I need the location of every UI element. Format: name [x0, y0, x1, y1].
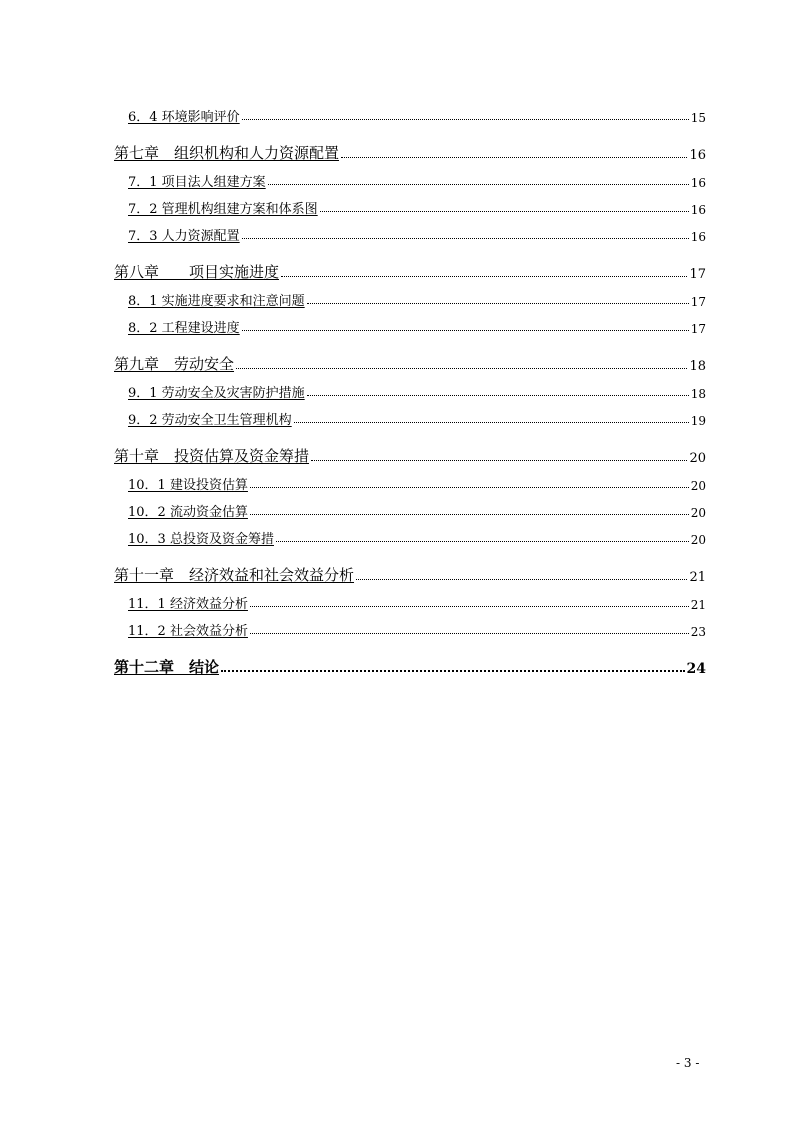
toc-chapter[interactable] [114, 547, 706, 585]
toc-chapter-label: 第九章 劳动安全 [114, 355, 235, 373]
toc-entry-page: 20 [690, 506, 706, 520]
toc-chapter-page: 21 [689, 570, 706, 585]
toc-entry-page: 20 [690, 479, 706, 493]
toc-entry-page: 16 [690, 230, 706, 244]
toc-chapter-label: 第八章 项目实施进度 [114, 263, 280, 281]
dot-leader [276, 541, 689, 542]
toc-entry-label: 7．2 管理机构组建方案和体系图 [128, 202, 318, 217]
toc-entry-page: 20 [690, 533, 706, 547]
dot-leader [268, 184, 689, 185]
toc-entry[interactable] [114, 493, 706, 520]
toc-chapter[interactable] [114, 125, 706, 163]
toc-entry-page: 17 [690, 322, 706, 336]
toc-entry-label: 7．3 人力资源配置 [128, 229, 240, 244]
toc-entry[interactable] [114, 401, 706, 428]
toc-entry-label: 8．1 实施进度要求和注意问题 [128, 294, 305, 309]
dot-leader [242, 238, 689, 239]
dot-leader [341, 157, 687, 158]
toc-entry[interactable] [114, 163, 706, 190]
toc-entry[interactable] [114, 520, 706, 547]
toc-entry-page: 19 [690, 414, 706, 428]
toc-chapter-label: 第十章 投资估算及资金筹措 [114, 447, 310, 465]
toc-entry-page: 16 [690, 203, 706, 217]
toc-entry-page: 23 [690, 625, 706, 639]
dot-leader [311, 460, 687, 461]
toc-chapter-page: 20 [689, 451, 706, 466]
page-number: - 3 - [676, 1056, 700, 1070]
dot-leader [236, 368, 687, 369]
dot-leader [294, 422, 689, 423]
dot-leader [307, 395, 689, 396]
dot-leader [242, 330, 689, 331]
toc-entry-page: 16 [690, 176, 706, 190]
dot-leader [221, 670, 685, 672]
table-of-contents [114, 98, 706, 677]
toc-entry[interactable] [114, 98, 706, 125]
toc-entry[interactable] [114, 282, 706, 309]
toc-entry[interactable] [114, 309, 706, 336]
toc-entry-page: 18 [690, 387, 706, 401]
toc-chapter[interactable] [114, 428, 706, 466]
toc-entry-label: 9．2 劳动安全卫生管理机构 [128, 413, 292, 428]
dot-leader [250, 514, 689, 515]
toc-entry-label: 9．1 劳动安全及灾害防护措施 [128, 386, 305, 401]
toc-chapter-page: 17 [689, 267, 706, 282]
toc-entry-label: 10．3 总投资及资金筹措 [128, 532, 274, 547]
toc-entry-label: 11．2 社会效益分析 [128, 624, 248, 639]
toc-entry-label: 10．1 建设投资估算 [128, 478, 248, 493]
toc-entry-label: 11．1 经济效益分析 [128, 597, 248, 612]
dot-leader [307, 303, 689, 304]
toc-chapter-page: 18 [689, 359, 706, 374]
dot-leader [242, 119, 689, 120]
toc-entry[interactable] [114, 217, 706, 244]
toc-chapter-conclusion[interactable] [114, 639, 706, 677]
toc-entry-page: 15 [690, 111, 706, 125]
toc-entry-label: 8．2 工程建设进度 [128, 321, 240, 336]
toc-chapter-page: 24 [686, 661, 706, 677]
toc-chapter[interactable] [114, 244, 706, 282]
toc-entry-page: 21 [690, 598, 706, 612]
dot-leader [320, 211, 689, 212]
dot-leader [250, 633, 689, 634]
toc-entry[interactable] [114, 190, 706, 217]
toc-chapter-label: 第十一章 经济效益和社会效益分析 [114, 566, 355, 584]
toc-entry-label: 6．4 环境影响评价 [128, 110, 240, 125]
dot-leader [250, 487, 689, 488]
toc-chapter[interactable] [114, 336, 706, 374]
toc-chapter-label: 第七章 组织机构和人力资源配置 [114, 144, 340, 162]
toc-entry-page: 17 [690, 295, 706, 309]
dot-leader [250, 606, 689, 607]
toc-entry[interactable] [114, 585, 706, 612]
toc-entry[interactable] [114, 466, 706, 493]
toc-entry[interactable] [114, 612, 706, 639]
toc-entry-label: 10．2 流动资金估算 [128, 505, 248, 520]
dot-leader [356, 579, 687, 580]
toc-chapter-label: 第十二章 结论 [114, 658, 220, 676]
toc-chapter-page: 16 [689, 148, 706, 163]
toc-entry-label: 7．1 项目法人组建方案 [128, 175, 266, 190]
dot-leader [281, 276, 687, 277]
toc-entry[interactable] [114, 374, 706, 401]
